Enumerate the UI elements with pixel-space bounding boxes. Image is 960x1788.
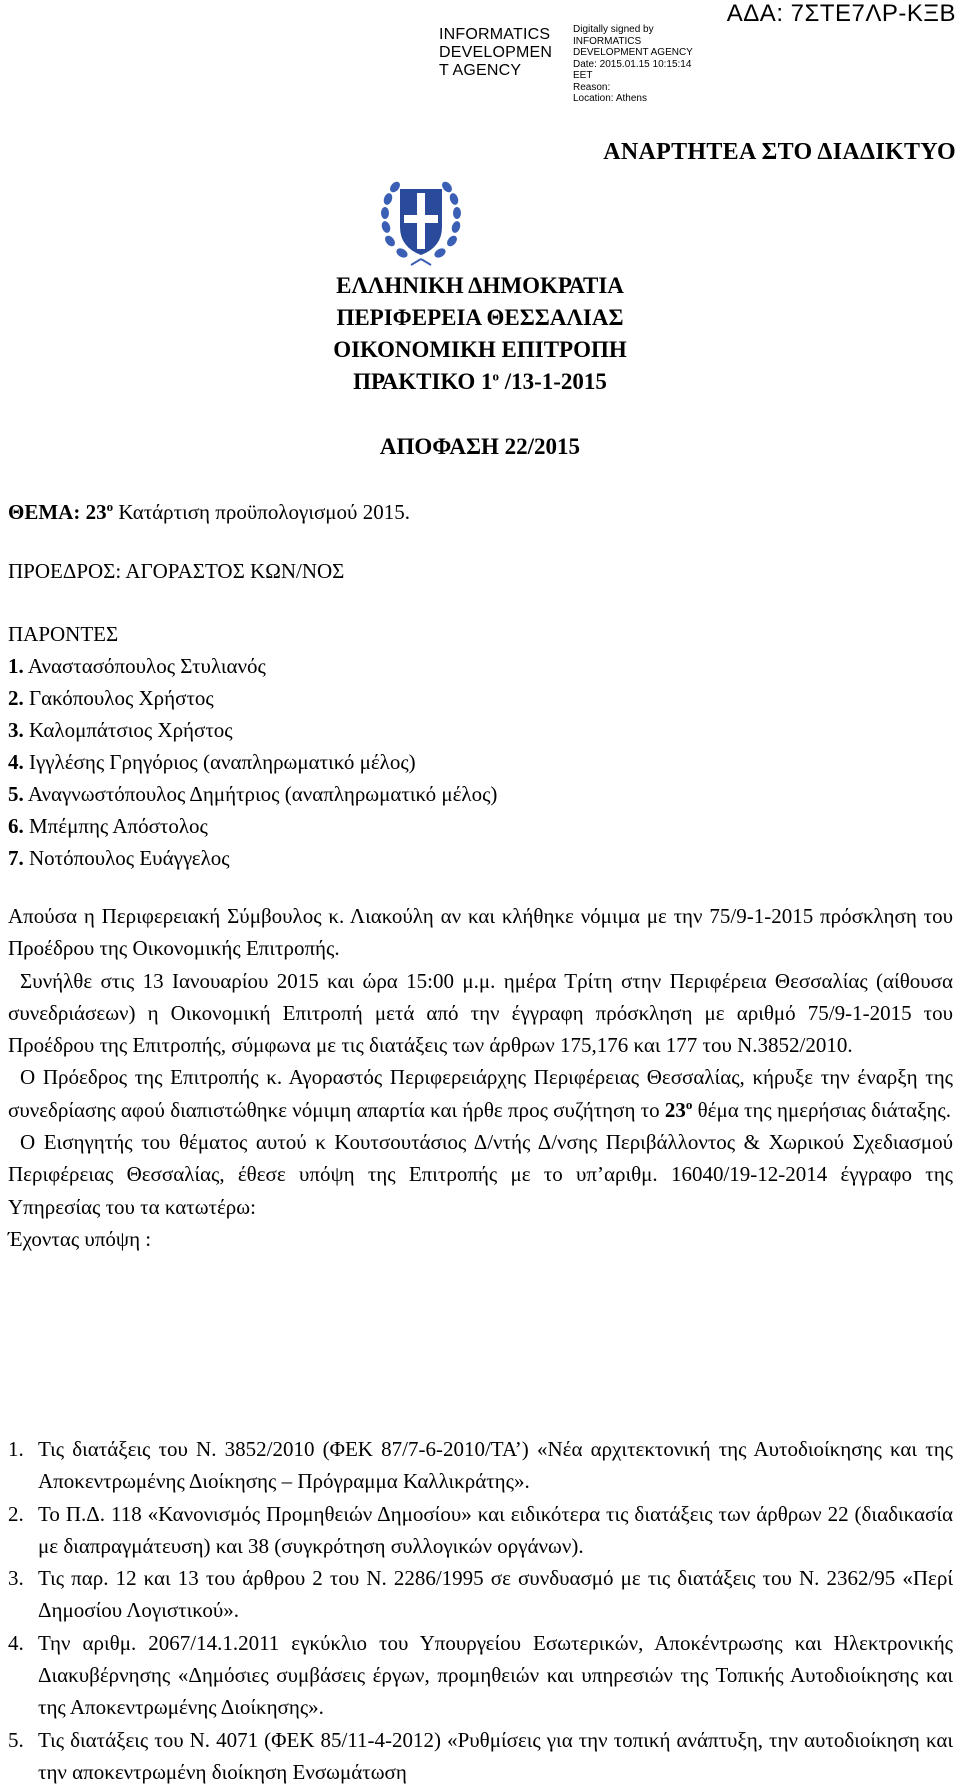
list-item [8, 810, 497, 842]
point-number: 5. [8, 1727, 24, 1752]
opening-superscript: ο [685, 1096, 693, 1112]
list-item [8, 1562, 953, 1627]
heading-republic: ΕΛΛΗΝΙΚΗ ΔΗΜΟΚΡΑΤΙΑ [336, 273, 624, 298]
member-number: 7. [8, 846, 24, 870]
signature-detail-line: Location: Athens [573, 93, 647, 104]
issuer-heading [180, 270, 780, 398]
opening-text-end: θέμα της ημερήσιας διάταξης. [692, 1097, 951, 1122]
convened-paragraph: Συνήλθε στις 13 Ιανουαρίου 2015 και ώρα 15:00 μ.μ. ημέρα Τρίτη στην Περιφέρεια Θεσσαλίας (αίθουσα συνεδριάσεων) η Οικονομική Επιτροπή μετά από την έγγραφη πρόσκληση με αριθμό 75/9-1-2015 του Προέδρου της Επιτροπής, σύμφωνα με τις διατάξεις των άρθρων 175,176 και 177 του Ν.3852/2010. [8, 968, 953, 1058]
list-item [8, 682, 497, 714]
opening-item-number: 23 [664, 1097, 686, 1122]
signature-details [573, 24, 753, 105]
signature-org-line: T AGENCY [439, 62, 522, 79]
list-item [8, 1433, 953, 1498]
minutes-text: ΠΡΑΚΤΙΚΟ 1 [353, 369, 493, 394]
minutes-superscript: ο [492, 368, 499, 384]
member-number: 5. [8, 782, 24, 806]
heading-region: ΠΕΡΙΦΕΡΕΙΑ ΘΕΣΣΑΛΙΑΣ [336, 305, 624, 330]
member-name: Ιγγλέσης Γρηγόριος (αναπληρωματικό μέλος) [23, 750, 416, 774]
subject-text: Κατάρτιση προϋπολογισμού 2015. [113, 500, 410, 524]
decision-number: ΑΠΟΦΑΣΗ 22/2015 [379, 434, 581, 459]
member-number: 4. [8, 750, 24, 774]
subject-superscript: ο [106, 499, 114, 514]
legal-basis-list [8, 1433, 953, 1788]
point-text: Το Π.Δ. 118 «Κανονισμός Προμηθειών Δημοσίου» και ειδικότερα τις διατάξεις των άρθρων 22 (διαδικασία με διαπραγμάτευση) και 38 (συγκρότηση συλλογικών οργάνων). [38, 1501, 953, 1558]
list-item [8, 1627, 953, 1724]
list-item [8, 1724, 953, 1788]
list-item [8, 778, 497, 810]
having-regard-line: Έχοντας υπόψη : [8, 1226, 152, 1251]
opening-paragraph [8, 1061, 953, 1126]
point-text: Την αριθμ. 2067/14.1.2011 εγκύκλιο του Υπουργείου Εσωτερικών, Αποκέντρωσης και Ηλεκτρονικής Διακυβέρνησης «Δημόσιες συμβάσεις έργων, προμηθειών και υπηρεσιών της Τοπικής Αυτοδιοίκησης και της Αποκεντρωμένης Διοίκησης». [38, 1630, 953, 1720]
list-item [8, 1498, 953, 1563]
point-text: Τις παρ. 12 και 13 του άρθρου 2 του Ν. 2286/1995 σε συνδυασμό με τις διατάξεις του Ν. 2362/95 «Περί Δημοσίου Λογιστικού». [38, 1566, 953, 1623]
signature-org-line: INFORMATICS [439, 26, 551, 43]
signature-org-line: DEVELOPMEN [439, 44, 553, 61]
minutes-date: /13-1-2015 [498, 369, 607, 394]
list-item [8, 650, 497, 682]
absent-paragraph: Απούσα η Περιφερειακή Σύμβουλος κ. Λιακούλη αν και κλήθηκε νόμιμα με την 75/9-1-2015 πρόσκληση του Προέδρου της Οικονομικής Επιτροπής. [8, 904, 953, 961]
list-item [8, 842, 497, 874]
signature-detail-line: INFORMATICS [573, 35, 642, 47]
member-number: 2. [8, 686, 24, 710]
present-heading: ΠΑΡΟΝΤΕΣ [8, 622, 119, 646]
signature-detail-line: Digitally signed by [573, 24, 654, 35]
signature-detail-line: DEVELOPMENT AGENCY [573, 47, 693, 58]
signature-detail-line: EET [573, 70, 593, 81]
point-text: Τις διατάξεις του Ν. 3852/2010 (ΦΕΚ 87/7-6-2010/ΤΑ’) «Νέα αρχιτεκτονική της Αυτοδιοίκησης και της Αποκεντρωμένης Διοίκησης – Πρόγραμμα Καλλικράτης». [38, 1437, 953, 1494]
point-number: 3. [8, 1566, 24, 1591]
ada-code: ΑΔΑ: 7ΣΤΕ7ΛΡ-ΚΞΒ [726, 0, 956, 27]
posting-note: ΑΝΑΡΤΗΤΕΑ ΣΤΟ ΔΙΑΔΙΚΤΥΟ [603, 139, 956, 165]
member-name: Καλομπάτσιος Χρήστος [23, 718, 233, 742]
point-number: 1. [8, 1437, 24, 1461]
subject-line [8, 496, 410, 528]
minutes-body [8, 900, 953, 1255]
list-item [8, 714, 497, 746]
member-name: Αναγνωστόπουλος Δημήτριος (αναπληρωματικό μέλος) [23, 782, 498, 806]
signature-org-name [439, 26, 574, 80]
greek-coat-of-arms-icon [380, 175, 462, 267]
point-number: 4. [8, 1630, 24, 1655]
signature-detail-line: Date: 2015.01.15 10:15:14 [573, 58, 692, 70]
heading-minutes [180, 366, 780, 398]
members-list [8, 650, 497, 874]
chair-line: ΠΡΟΕΔΡΟΣ: ΑΓΟΡΑΣΤΟΣ ΚΩΝ/ΝΟΣ [8, 559, 345, 583]
member-number: 1. [8, 654, 24, 678]
signature-detail-line: Reason: [573, 81, 611, 93]
point-text: Τις διατάξεις του Ν. 4071 (ΦΕΚ 85/11-4-2012) «Ρυθμίσεις για την τοπική ανάπτυξη, την αυτοδιοίκηση και την αποκεντρωμένη διοίκηση Ενσωμάτωση [38, 1727, 953, 1784]
rapporteur-paragraph: Ο Εισηγητής του θέματος αυτού κ Κουτσουτάσιος Δ/ντής Δ/νσης Περιβάλλοντος & Χωρικού Σχεδιασμού Περιφέρειας Θεσσαλίας, έθεσε υπόψη της Επιτροπής με το υπ’αριθμ. 16040/19-12-2014 έγγραφο της Υπηρεσίας του τα κατωτέρω: [8, 1130, 953, 1219]
member-name: Νοτόπουλος Ευάγγελος [23, 846, 230, 870]
list-item [8, 746, 497, 778]
point-number: 2. [8, 1501, 24, 1526]
member-number: 3. [8, 718, 24, 742]
subject-label: ΘΕΜΑ: 23 [8, 500, 107, 524]
opening-text: Ο Πρόεδρος της Επιτροπής κ. Αγοραστός Περιφερειάρχης Περιφέρειας Θεσσαλίας, κήρυξε την έναρξη της συνεδρίασης αφού διαπιστώθηκε νόμιμη απαρτία και ήρθε προς συζήτηση το [8, 1065, 953, 1122]
member-name: Αναστασόπουλος Στυλιανός [23, 654, 266, 678]
member-number: 6. [8, 814, 24, 838]
member-name: Γακόπουλος Χρήστος [23, 686, 214, 710]
member-name: Μπέμπης Απόστολος [23, 814, 208, 838]
heading-committee: ΟΙΚΟΝΟΜΙΚΗ ΕΠΙΤΡΟΠΗ [333, 337, 627, 362]
